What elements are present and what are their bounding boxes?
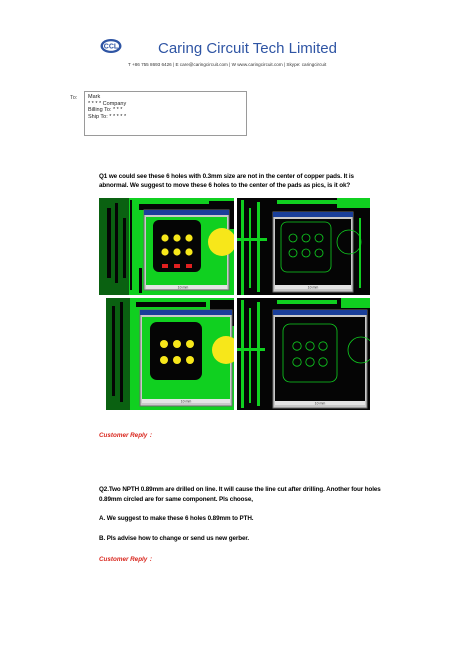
pcb-image-after-top <box>106 298 234 410</box>
address-box <box>84 91 247 136</box>
address-line: * * * * Company <box>88 100 127 107</box>
window-label: 10 mm <box>177 285 189 290</box>
option-a: A. We suggest to make these 6 holes 0.89mm to PTH. <box>99 515 254 522</box>
to-label: To: <box>70 95 78 101</box>
address-line: Billing To: * * * <box>88 107 123 114</box>
option-b: B. Pls advise how to change or send us new gerber. <box>99 535 250 542</box>
pcb-image-after-dark <box>237 298 370 410</box>
svg-text:CCL: CCL <box>103 43 119 51</box>
address-line: Mark <box>88 94 101 100</box>
window-label: 10 mm <box>307 285 319 290</box>
company-logo-icon <box>100 38 122 54</box>
pcb-image-before-dark <box>237 198 370 295</box>
question-2: Q2.Two NPTH 0.89mm are drilled on line. It will cause the line cut after drilling. Another four holes 0.89mm circled are for same component. Pls choose, <box>99 486 381 503</box>
customer-reply-2: Customer Reply ： <box>99 556 156 563</box>
contact-line: T +86 755 8693 6426 | E care@caringcircuit.com | W www.caringcircuit.com | Skype: caringcircuit <box>128 62 327 67</box>
window-label: 10 mm <box>180 399 192 404</box>
pcb-image-before-top <box>99 198 234 295</box>
question-1: Q1 we could see these 6 holes with 0.3mm size are not in the center of copper pads. It is abnormal. We suggest to move these 6 holes to the center of the pads as pics, is it ok? <box>99 173 354 189</box>
customer-reply-1: Customer Reply ： <box>99 432 156 439</box>
address-line: Ship To: * * * * * <box>88 113 127 120</box>
window-label: 10 mm <box>314 401 326 406</box>
company-name: Caring Circuit Tech Limited <box>158 40 337 57</box>
